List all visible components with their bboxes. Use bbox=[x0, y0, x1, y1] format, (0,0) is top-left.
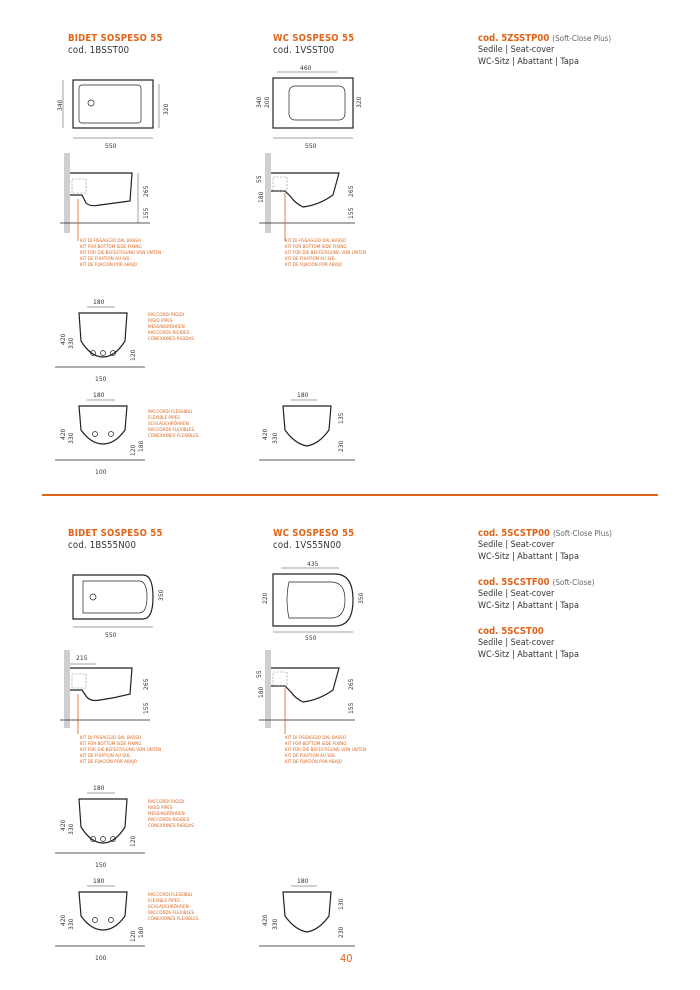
bidet1-front1-side: 120 bbox=[130, 349, 137, 361]
bidet2-rigid-note-1: RACCORDI RIGIDI bbox=[148, 800, 184, 805]
wc1-fix-note-5: KIT DE FIJACIÓN POR ABAJO bbox=[285, 263, 342, 268]
seat1-note: (Soft-Close Plus) bbox=[552, 34, 612, 43]
bidet2-top-view bbox=[55, 567, 165, 639]
bidet2-flex-note-5: CONEXIONES FLEXIBLES bbox=[148, 917, 199, 922]
wc1-top-d3: 320 bbox=[356, 96, 363, 108]
wc1-side-h1: 265 bbox=[348, 185, 355, 197]
seat1-line-2: WC-Sitz | Abattant | Tapa bbox=[478, 57, 579, 67]
bidet2-top-width: 550 bbox=[105, 632, 117, 639]
bidet1-front2-side: 120 bbox=[130, 444, 137, 456]
wc2-fix-note-2: KIT FOR BOTTOM SIDE FIXING bbox=[285, 742, 347, 747]
bidet1-side-view bbox=[60, 153, 170, 243]
wc2-top-top: 435 bbox=[307, 561, 319, 568]
wc2-side-view bbox=[255, 650, 365, 735]
bidet2-front2-h: 420 bbox=[60, 914, 67, 926]
bidet1-fix-note-4: KIT DE FIXATION AU SOL bbox=[80, 257, 131, 262]
bidet2-front2-h2: 330 bbox=[68, 918, 75, 930]
wc1-front-side: 135 bbox=[338, 412, 345, 424]
wc1-side-h2: 155 bbox=[348, 207, 355, 219]
bidet2-side-h2: 155 bbox=[143, 702, 150, 714]
bidet1-front2-side2: 180 bbox=[138, 440, 145, 452]
wc2-front-h2: 330 bbox=[272, 918, 279, 930]
bidet1-top-depth-right: 320 bbox=[163, 103, 170, 115]
wc2-fix-note-4: KIT DE FIXATION AU SOL bbox=[285, 754, 336, 759]
seat2b-code: cod. 5SCSTF00 bbox=[478, 577, 550, 588]
bidet2-front1-h2: 330 bbox=[68, 823, 75, 835]
bidet1-fix-note-5: KIT DE FIJACIÓN POR ABAJO bbox=[80, 263, 137, 268]
wc1-front-side2: 230 bbox=[338, 440, 345, 452]
bidet1-fix-note-1: KIT DI FISSAGGIO DAL BASSO bbox=[80, 239, 142, 244]
wc2-top-width: 550 bbox=[305, 635, 317, 642]
bidet1-flex-note-4: RACCORDS FLEXIBLES bbox=[148, 428, 195, 433]
bidet2-front1-h: 420 bbox=[60, 819, 67, 831]
seat1-spec bbox=[478, 33, 611, 68]
bidet2-fix-note-4: KIT DE FIXATION AU SOL bbox=[80, 754, 131, 759]
bidet2-flex-note-1: RACCORDI FLESSIBILI bbox=[148, 893, 193, 898]
wc1-side-b: 180 bbox=[258, 191, 265, 203]
wc2-front-side2: 230 bbox=[338, 926, 345, 938]
wc2-side-b: 180 bbox=[258, 686, 265, 698]
wc1-side-a: 55 bbox=[256, 175, 263, 183]
seat2c-line-2: WC-Sitz | Abattant | Tapa bbox=[478, 650, 579, 660]
bidet1-rigid-note-5: CONEXIONES RIGIDAS bbox=[148, 337, 194, 342]
bidet1-top-depth-left: 340 bbox=[57, 99, 64, 111]
wc2-top-d2: 350 bbox=[358, 592, 365, 604]
bidet1-fix-notes bbox=[80, 239, 161, 269]
bidet1-rigid-note-2: RIGID PIPES bbox=[148, 319, 173, 324]
bidet1-top-view bbox=[55, 72, 170, 152]
bidet2-rigid-note-3: MESSINGRÖHREN bbox=[148, 812, 185, 817]
bidet2-code: cod. 1BS55N00 bbox=[68, 540, 137, 551]
wc1-fix-note-4: KIT DE FIXATION AU SOL bbox=[285, 257, 336, 262]
bidet2-side-view bbox=[60, 650, 170, 735]
seat2c-line-1: Sedile | Seat-cover bbox=[478, 638, 555, 648]
wc1-title: WC SOSPESO 55 bbox=[273, 33, 355, 44]
bidet2-fix-notes bbox=[80, 736, 161, 766]
seat1-line-1: Sedile | Seat-cover bbox=[478, 45, 555, 55]
bidet1-flex-notes bbox=[148, 410, 199, 440]
wc1-fix-note-3: KIT FÜR DIE BEFESTIGUNG VON UNTEN bbox=[285, 251, 367, 256]
bidet2-front-flex bbox=[55, 876, 145, 964]
bidet1-front1-h2: 330 bbox=[68, 337, 75, 349]
bidet2-front2-side: 120 bbox=[130, 930, 137, 942]
wc2-fix-note-5: KIT DE FIJACIÓN POR ABAJO bbox=[285, 760, 342, 765]
bidet2-rigid-note-5: CONEXIONES RIGIDAS bbox=[148, 824, 194, 829]
wc1-front-h2: 330 bbox=[272, 432, 279, 444]
bidet1-rigid-notes bbox=[148, 313, 194, 343]
bidet2-flex-note-4: RACCORDS FLEXIBLES bbox=[148, 911, 195, 916]
bidet1-fix-note-2: KIT FOR BOTTOM SIDE FIXING bbox=[80, 245, 142, 250]
bidet1-flex-note-3: SCHLAUCHRÖHREN bbox=[148, 422, 189, 427]
bidet1-top-width: 550 bbox=[105, 143, 117, 150]
bidet2-side-h1: 265 bbox=[143, 678, 150, 690]
bidet1-front1-h: 420 bbox=[60, 333, 67, 345]
wc2-front-side: 130 bbox=[338, 898, 345, 910]
bidet1-side-h1: 265 bbox=[143, 185, 150, 197]
wc2-top-d1: 220 bbox=[262, 592, 269, 604]
seat2b-note: (Soft-Close) bbox=[552, 578, 595, 587]
bidet2-fix-note-5: KIT DE FIJACIÓN POR ABAJO bbox=[80, 760, 137, 765]
bidet2-rigid-note-4: RACCORDS RIGIDES bbox=[148, 818, 190, 823]
page-number: 40 bbox=[340, 952, 353, 965]
bidet1-flex-note-2: FLEXIBLE PIPES bbox=[148, 416, 180, 421]
bidet1-front-flex bbox=[55, 390, 145, 478]
wc2-side-h2: 155 bbox=[348, 702, 355, 714]
wc2-fix-notes bbox=[285, 736, 366, 766]
wc1-fix-notes bbox=[285, 239, 366, 269]
wc2-front-top: 180 bbox=[297, 878, 309, 885]
wc1-fix-note-2: KIT FOR BOTTOM SIDE FIXING bbox=[285, 245, 347, 250]
bidet1-side-h2: 155 bbox=[143, 207, 150, 219]
bidet1-front-rigid bbox=[55, 297, 145, 385]
bidet2-front-rigid bbox=[55, 783, 145, 871]
wc2-code: cod. 1VS55N00 bbox=[273, 540, 342, 551]
bidet2-front1-side: 120 bbox=[130, 835, 137, 847]
seat2c-code: cod. 5SCST00 bbox=[478, 626, 544, 637]
wc1-top-d2: 200 bbox=[264, 96, 271, 108]
bidet2-front2-side2: 180 bbox=[138, 926, 145, 938]
wc2-fix-note-1: KIT DI FISSAGGIO DAL BASSO bbox=[285, 736, 347, 741]
bidet2-front1-top: 180 bbox=[93, 785, 105, 792]
bidet1-front1-top: 180 bbox=[93, 299, 105, 306]
bidet2-side-top: 215 bbox=[76, 655, 88, 662]
bidet2-front2-bottom: 100 bbox=[95, 955, 107, 962]
wc1-top-top: 460 bbox=[300, 65, 312, 72]
bidet2-flex-notes bbox=[148, 893, 199, 923]
bidet1-front2-h2: 330 bbox=[68, 432, 75, 444]
wc2-side-h1: 265 bbox=[348, 678, 355, 690]
wc2-title: WC SOSPESO 55 bbox=[273, 528, 355, 539]
bidet2-flex-note-3: SCHLAUCHRÖHREN bbox=[148, 905, 189, 910]
wc1-front-h: 420 bbox=[262, 428, 269, 440]
wc1-front-top: 180 bbox=[297, 392, 309, 399]
wc2-front-view bbox=[255, 876, 355, 964]
wc1-side-view bbox=[255, 153, 365, 243]
seat2b-line-1: Sedile | Seat-cover bbox=[478, 589, 555, 599]
seat1-code: cod. 5ZSSTP00 bbox=[478, 33, 550, 44]
bidet1-fix-note-3: KIT FÜR DIE BEFESTIGUNG VON UNTEN bbox=[80, 251, 162, 256]
bidet1-code: cod. 1BSST00 bbox=[68, 45, 130, 56]
seat2a-line-1: Sedile | Seat-cover bbox=[478, 540, 555, 550]
bidet2-top-depth: 350 bbox=[158, 589, 165, 601]
wc1-top-view bbox=[255, 62, 365, 150]
bidet2-flex-note-2: FLEXIBLE PIPES bbox=[148, 899, 180, 904]
bidet1-rigid-note-3: MESSINGRÖHREN bbox=[148, 325, 185, 330]
wc2-side-a: 55 bbox=[256, 670, 263, 678]
bidet2-rigid-notes bbox=[148, 800, 194, 830]
section-divider bbox=[42, 494, 658, 496]
seat2a-code: cod. 5SCSTP00 bbox=[478, 528, 550, 539]
seat2-specs bbox=[478, 528, 612, 661]
seat2a-note: (Soft-Close Plus) bbox=[552, 529, 612, 538]
wc2-top-view bbox=[255, 558, 365, 640]
bidet1-front2-bottom: 100 bbox=[95, 469, 107, 476]
wc1-fix-note-1: KIT DI FISSAGGIO DAL BASSO bbox=[285, 239, 347, 244]
bidet2-title: BIDET SOSPESO 55 bbox=[68, 528, 163, 539]
seat2a-line-2: WC-Sitz | Abattant | Tapa bbox=[478, 552, 579, 562]
bidet2-fix-note-1: KIT DI FISSAGGIO DAL BASSO bbox=[80, 736, 142, 741]
bidet1-title: BIDET SOSPESO 55 bbox=[68, 33, 163, 44]
bidet1-rigid-note-1: RACCORDI RIGIDI bbox=[148, 313, 184, 318]
wc1-top-d1: 340 bbox=[256, 96, 263, 108]
wc1-top-width: 550 bbox=[305, 143, 317, 150]
bidet2-rigid-note-2: RIGID PIPES bbox=[148, 806, 173, 811]
wc1-code: cod. 1VSST00 bbox=[273, 45, 335, 56]
bidet2-front2-top: 180 bbox=[93, 878, 105, 885]
bidet1-front1-bottom: 150 bbox=[95, 376, 107, 383]
bidet1-front2-h: 420 bbox=[60, 428, 67, 440]
wc2-front-h: 420 bbox=[262, 914, 269, 926]
wc2-fix-note-3: KIT FÜR DIE BEFESTIGUNG VON UNTEN bbox=[285, 748, 367, 753]
bidet1-flex-note-1: RACCORDI FLESSIBILI bbox=[148, 410, 193, 415]
bidet2-fix-note-2: KIT FOR BOTTOM SIDE FIXING bbox=[80, 742, 142, 747]
bidet1-flex-note-5: CONEXIONES FLEXIBLES bbox=[148, 434, 199, 439]
bidet2-fix-note-3: KIT FÜR DIE BEFESTIGUNG VON UNTEN bbox=[80, 748, 162, 753]
bidet1-rigid-note-4: RACCORDS RIGIDES bbox=[148, 331, 190, 336]
bidet2-front1-bottom: 150 bbox=[95, 862, 107, 869]
bidet1-front2-top: 180 bbox=[93, 392, 105, 399]
wc1-front-view bbox=[255, 390, 355, 478]
seat2b-line-2: WC-Sitz | Abattant | Tapa bbox=[478, 601, 579, 611]
